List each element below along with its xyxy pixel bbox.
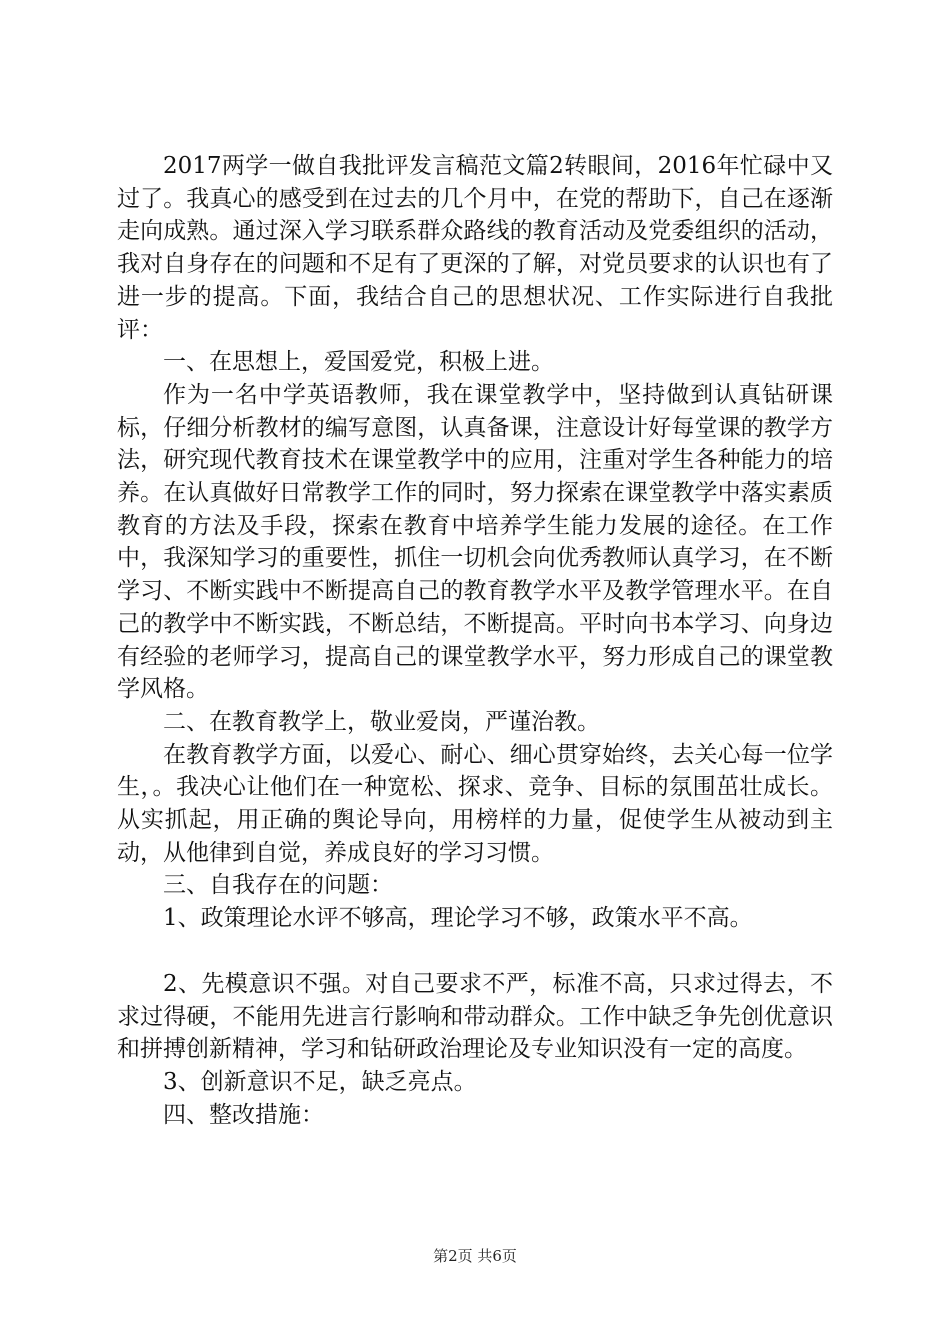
document-body <box>117 150 833 1131</box>
list-item-problem-1: 1、政策理论水评不够高，理论学习不够，政策水平不高。 <box>163 905 753 932</box>
page-number-footer: 第2页 共6页 <box>433 1247 517 1265</box>
list-item-problem-2: 2、先模意识不强。对自己要求不严，标准不高，只求过得去，不求过得硬，不能用先进言行影响和带动群众。工作中缺乏争先创优意识和拼搏创新精神，学习和钻研政治理论及专业知识没有一定的高度。 <box>117 970 833 1063</box>
list-item-problem-3: 3、创新意识不足，缺乏亮点。 <box>163 1068 477 1095</box>
paragraph-section-2: 在教育教学方面，以爱心、耐心、细心贯穿始终，去关心每一位学生，。我决心让他们在一种宽松、探求、竞争、目标的氛围茁壮成长。从实抓起，用正确的舆论导向，用榜样的力量，促使学生从被动到主动，从他律到自觉，养成良好的学习习惯。 <box>117 741 833 866</box>
heading-section-4: 四、整改措施： <box>163 1101 324 1128</box>
paragraph-intro: 2017两学一做自我批评发言稿范文篇2转眼间，2016年忙碌中又过了。我真心的感受到在过去的几个月中，在党的帮助下，自己在逐渐走向成熟。通过深入学习联系群众路线的教育活动及党委组织的活动，我对自身存在的问题和不足有了更深的了解，对党员要求的认识也有了进一步的提高。下面，我结合自己的思想状况、工作实际进行自我批评： <box>117 153 833 343</box>
heading-section-3: 三、自我存在的问题： <box>163 872 393 899</box>
paragraph-section-1: 作为一名中学英语教师，我在课堂教学中，坚持做到认真钻研课标，仔细分析教材的编写意图，认真备课，注意设计好每堂课的教学方法，研究现代教育技术在课堂教学中的应用，注重对学生各种能力的培养。在认真做好日常教学工作的同时，努力探索在课堂教学中落实素质教育的方法及手段，探索在教育中培养学生能力发展的途径。在工作中，我深知学习的重要性，抓住一切机会向优秀教师认真学习，在不断学习、不断实践中不断提高自己的教育教学水平及教学管理水平。在自己的教学中不断实践，不断总结，不断提高。平时向书本学习、向身边有经验的老师学习，提高自己的课堂教学水平，努力形成自己的课堂教学风格。 <box>117 381 833 703</box>
heading-section-1: 一、在思想上，爱国爱党，积极上进。 <box>163 349 554 376</box>
heading-section-2: 二、在教育教学上，敬业爱岗，严谨治教。 <box>163 708 600 735</box>
